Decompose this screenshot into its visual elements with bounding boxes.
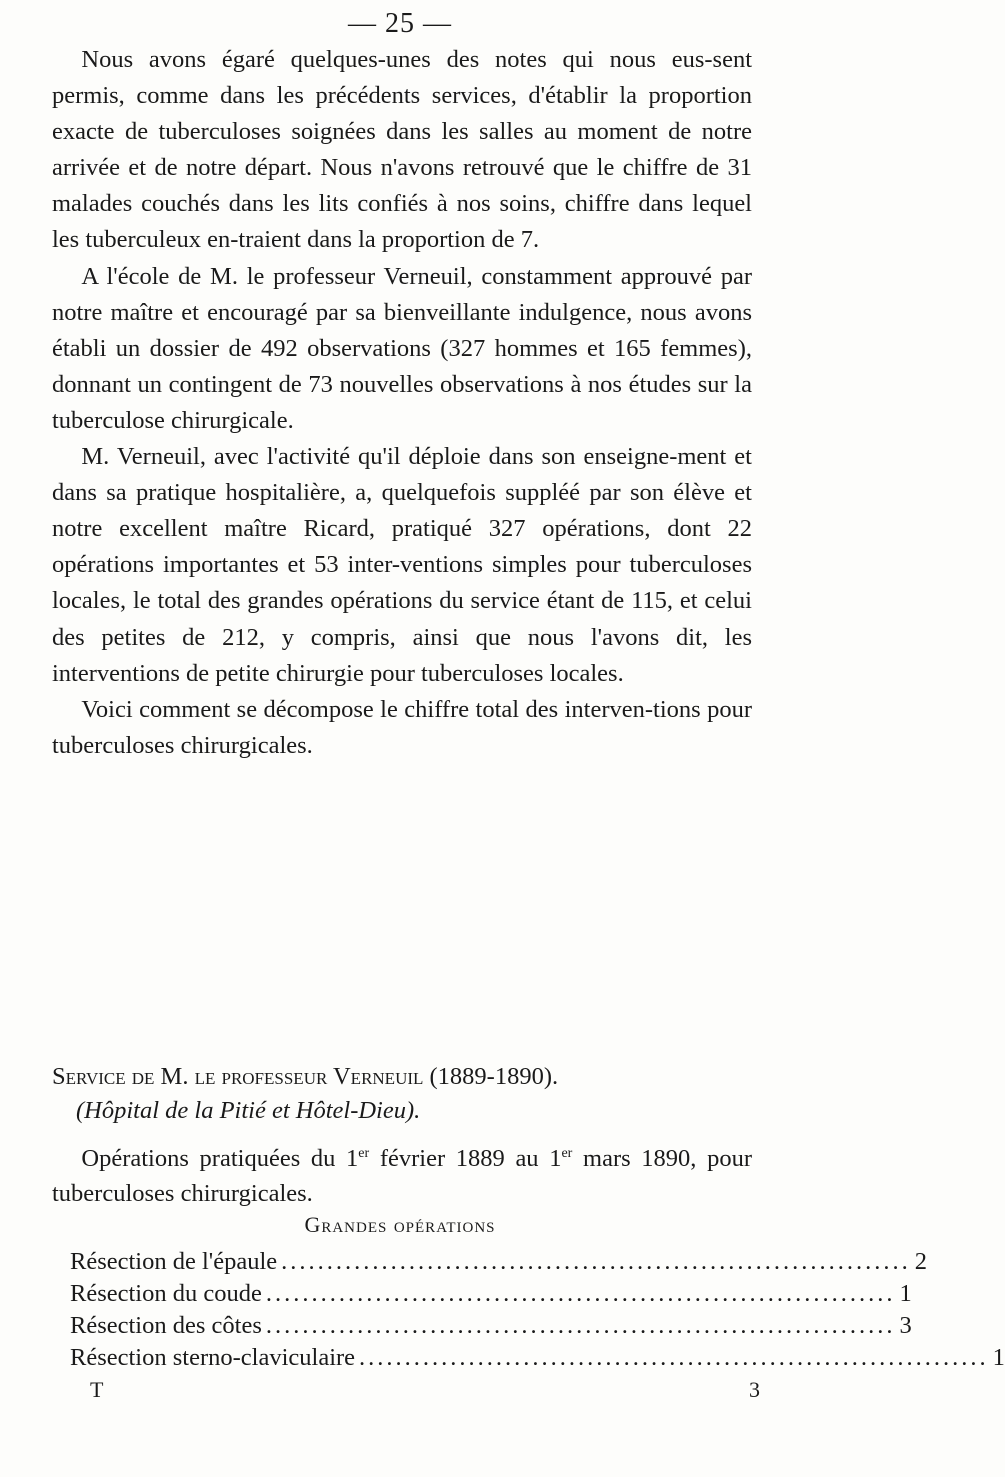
operation-row — [70, 1310, 912, 1342]
section-title: Grandes opérations — [304, 1212, 496, 1237]
service-heading — [52, 1060, 752, 1128]
body-text — [52, 42, 752, 764]
operation-count: 1 — [899, 1280, 912, 1307]
paragraph-1: Nous avons égaré quelques-unes des notes qui nous eus-sent permis, comme dans les précédents services, d'établir la proportion exacte de tuberculoses soignées dans les salles au moment de notre arrivée et de notre départ. Nous n'avons retrouvé que le chiffre de 31 malades couchés dans les lits confiés à nos soins, chiffre dans lequel les tuberculeux en-traient dans la proportion de 7. — [52, 46, 752, 254]
operation-name: Résection de l'épaule — [70, 1248, 278, 1275]
operation-count: 1 — [992, 1344, 1005, 1371]
operation-count: 3 — [899, 1312, 912, 1339]
operation-row — [70, 1342, 1005, 1374]
operations-intro-part1: Opérations pratiquées du 1 — [81, 1145, 359, 1173]
page-number: — 25 — — [348, 8, 452, 39]
operations-intro-sup2: er — [561, 1146, 573, 1161]
paragraph-2: A l'école de M. le professeur Verneuil, constamment approuvé par notre maître et encouragé par sa bienveillante indulgence, nous avons établi un dossier de 492 observations (327 hommes et 165 femmes), donnant un contingent de 73 nouvelles observations à nos études sur la tuberculose chirurgicale. — [52, 262, 752, 434]
service-heading-line: Service de M. le professeur Verneuil (1889-1890). — [52, 1063, 559, 1090]
operation-name: Résection du coude — [70, 1280, 262, 1307]
paragraph-3: M. Verneuil, avec l'activité qu'il déploie dans son enseigne-ment et dans sa pratique hospitalière, a, quelquefois suppléé par son élève et notre excellent maître Ricard, pratiqué 327 opérations, dont 22 opérations importantes et 53 inter-ventions simples pour tuberculoses locales, le total des grandes opérations du service étant de 115, et celui des petites de 212, y compris, ainsi que nous l'avons dit, les interventions de petite chirurgie pour tuberculoses locales. — [52, 443, 752, 687]
operation-row — [70, 1278, 912, 1310]
service-heading-subline: (Hôpital de la Pitié et Hôtel-Dieu). — [76, 1097, 421, 1124]
operation-name: Résection sterno-claviculaire — [70, 1344, 356, 1371]
operation-count: 2 — [914, 1248, 928, 1275]
operation-name: Résection des côtes — [70, 1312, 262, 1339]
operations-list — [70, 1246, 1005, 1406]
leader-dots: ..................................................................... — [265, 1280, 896, 1307]
total-label: T — [90, 1377, 104, 1402]
paragraph-4: Voici comment se décompose le chiffre total des interven-tions pour tuberculoses chirurgicales. — [52, 695, 752, 759]
total-row — [70, 1374, 760, 1406]
operations-intro-sup1: er — [358, 1146, 370, 1161]
leader-dots: ..................................................................... — [265, 1312, 896, 1339]
operations-intro-part3: mars 1890, pour tuberculoses chirurgicales. — [52, 1145, 752, 1208]
operation-row — [70, 1246, 928, 1278]
total-value: 3 — [749, 1377, 760, 1402]
operations-intro-part2: février 1889 au 1 — [369, 1145, 562, 1173]
operations-intro — [52, 1136, 752, 1211]
leader-dots: ..................................................................... — [359, 1344, 989, 1371]
leader-dots: ..................................................................... — [281, 1248, 911, 1275]
